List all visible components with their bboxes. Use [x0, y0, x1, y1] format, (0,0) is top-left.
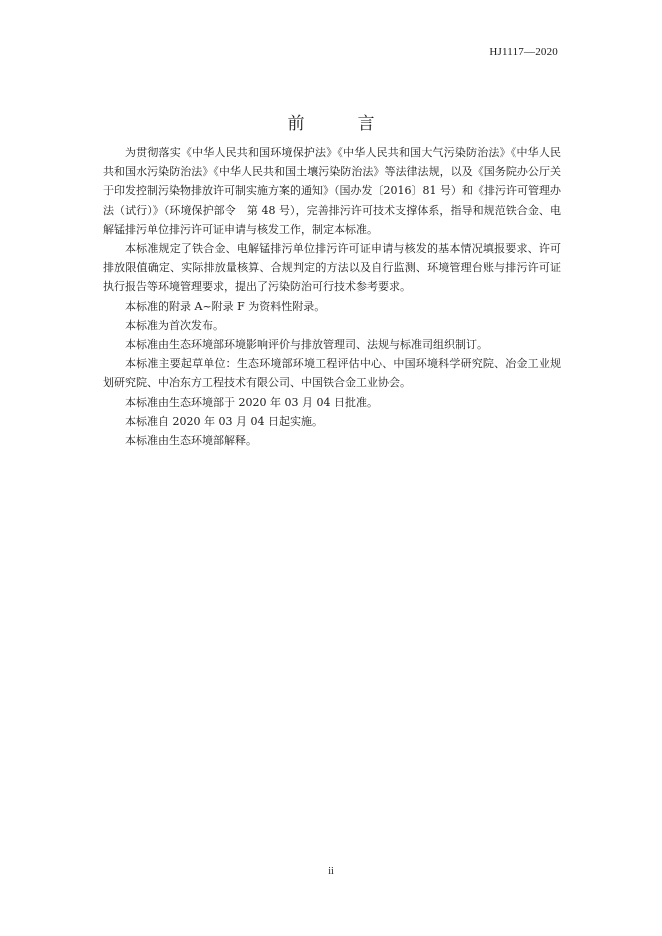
- paragraph-effective: 本标准自 2020 年 03 月 04 日起实施。: [125, 414, 323, 428]
- paragraph-approval: 本标准由生态环境部于 2020 年 03 月 04 日批准。: [125, 395, 378, 409]
- section-title: 前 言: [287, 114, 393, 134]
- paragraph-purpose: 为贯彻落实《中华人民共和国环境保护法》《中华人民共和国大气污染防治法》《中华人民共和国水污染防治法》《中华人民共和国土壤污染防治法》等法律法规，以及《国务院办公厅关于印发控制污染物排放许可制实施方案的通知》（国办发〔2016〕81 号）和《排污许可管理办法（试行）》（环境保护部令 第 48 号），完善排污许可技术支撑体系，指导和规范铁合金、电解锰排污单位排污许可证申请与核发工作，制定本标准。: [103, 146, 561, 236]
- paragraph-drafters: 本标准主要起草单位：生态环境部环境工程评估中心、中国环境科学研究院、冶金工业规划研究院、中冶东方工程技术有限公司、中国铁合金工业协会。: [103, 357, 561, 390]
- paragraph-interpretation: 本标准由生态环境部解释。: [125, 434, 257, 448]
- paragraph-scope: 本标准规定了铁合金、电解锰排污单位排污许可证申请与核发的基本情况填报要求、许可排放限值确定、实际排放量核算、合规判定的方法以及自行监测、环境管理台账与排污许可证执行报告等环境管理要求，提出了污染防治可行技术参考要求。: [103, 242, 561, 294]
- paragraph-organizer: 本标准由生态环境部环境影响评价与排放管理司、法规与标准司组织制订。: [125, 338, 488, 352]
- preface-body: [103, 143, 561, 450]
- paragraph-first-release: 本标准为首次发布。: [125, 318, 224, 332]
- page-number: ii: [328, 866, 334, 877]
- paragraph-appendix: 本标准的附录 A~附录 F 为资料性附录。: [125, 299, 326, 313]
- standard-number: HJ1117—2020: [489, 46, 558, 58]
